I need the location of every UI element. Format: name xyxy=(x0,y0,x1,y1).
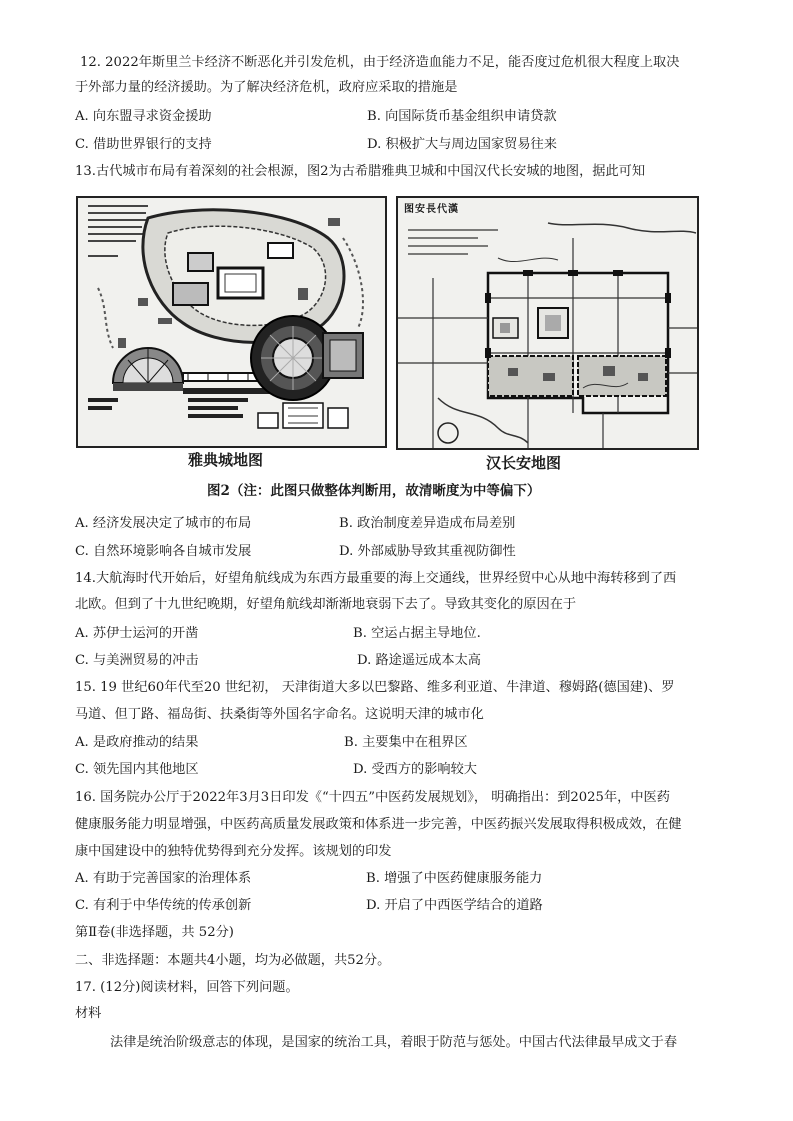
q16-option-c[interactable]: C. 有利于中华传统的传承创新 xyxy=(75,898,252,913)
athens-map-caption: 雅典城地图 xyxy=(188,451,264,469)
athens-map xyxy=(76,196,387,448)
q12-option-b[interactable]: B. 向国际货币基金组织申请贷款 xyxy=(367,109,557,124)
changan-map-drawing xyxy=(398,198,697,448)
q17-stem: 17. (12分)阅读材料，回答下列问题。 xyxy=(75,980,299,995)
q14-option-d[interactable]: D. 路途遥远成本太高 xyxy=(357,653,481,668)
q14-option-a[interactable]: A. 苏伊士运河的开凿 xyxy=(75,626,199,641)
figure-2-caption: 图2（注：此图只做整体判断用，故清晰度为中等偏下） xyxy=(207,483,541,499)
q12-stem-line1: 12. 2022年斯里兰卡经济不断恶化并引发危机，由于经济造血能力不足，能否度过危机很大程度上取决 xyxy=(80,55,680,70)
q12-stem-line2: 于外部力量的经济援助。为了解决经济危机，政府应采取的措施是 xyxy=(75,80,458,95)
changan-map-caption: 汉长安地图 xyxy=(486,454,562,472)
section2-heading: 第Ⅱ卷(非选择题，共 52分) xyxy=(75,925,234,940)
q16-stem-line3: 康中国建设中的独特优势得到充分发挥。该规划的印发 xyxy=(75,844,392,859)
q14-option-b[interactable]: B. 空运占据主导地位. xyxy=(353,626,481,641)
q16-stem-line2: 健康服务能力明显增强，中医药高质量发展政策和体系进一步完善，中医药振兴发展取得积极成效，在健 xyxy=(75,817,682,832)
q16-option-d[interactable]: D. 开启了中西医学结合的道路 xyxy=(366,898,543,913)
q15-option-c[interactable]: C. 领先国内其他地区 xyxy=(75,762,199,777)
q13-option-c[interactable]: C. 自然环境影响各自城市发展 xyxy=(75,544,252,559)
q14-stem-line2: 北欧。但到了十九世纪晚期，好望角航线却渐渐地衰弱下去了。导致其变化的原因在于 xyxy=(75,597,577,612)
athens-map-drawing xyxy=(78,198,385,446)
q13-stem: 13.古代城市布局有着深刻的社会根源，图2为古希腊雅典卫城和中国汉代长安城的地图，据此可知 xyxy=(75,164,646,179)
q16-option-b[interactable]: B. 增强了中医药健康服务能力 xyxy=(366,871,543,886)
q13-option-a[interactable]: A. 经济发展决定了城市的布局 xyxy=(75,516,252,531)
q15-option-a[interactable]: A. 是政府推动的结果 xyxy=(75,735,199,750)
q12-option-c[interactable]: C. 借助世界银行的支持 xyxy=(75,137,212,152)
q13-option-b[interactable]: B. 政治制度差异造成布局差别 xyxy=(339,516,516,531)
q16-option-a[interactable]: A. 有助于完善国家的治理体系 xyxy=(75,871,252,886)
q12-option-d[interactable]: D. 积极扩大与周边国家贸易往来 xyxy=(367,137,557,152)
q15-option-d[interactable]: D. 受西方的影响较大 xyxy=(353,762,477,777)
changan-map-title: 图安長代漢 xyxy=(404,204,459,215)
changan-map xyxy=(396,196,699,450)
q12-option-a[interactable]: A. 向东盟寻求资金援助 xyxy=(75,109,212,124)
q13-option-d[interactable]: D. 外部威胁导致其重视防御性 xyxy=(339,544,516,559)
q14-stem-line1: 14.大航海时代开始后，好望角航线成为东西方最重要的海上交通线，世界经贸中心从地中海转移到了西 xyxy=(75,571,677,586)
section2-instruction: 二、非选择题：本题共4小题，均为必做题，共52分。 xyxy=(75,953,391,968)
material-label: 材料 xyxy=(75,1006,102,1021)
q15-stem-line2: 马道、但丁路、福岛街、扶桑街等外国名字命名。这说明天津的城市化 xyxy=(75,707,484,722)
q15-option-b[interactable]: B. 主要集中在租界区 xyxy=(344,735,468,750)
q16-stem-line1: 16. 国务院办公厅于2022年3月3日印发《“十四五”中医药发展规划》， 明确指出：到2025年，中医药 xyxy=(75,790,670,805)
material-text: 法律是统治阶级意志的体现，是国家的统治工具，着眼于防范与惩处。中国古代法律最早成文于春 xyxy=(110,1035,678,1050)
q14-option-c[interactable]: C. 与美洲贸易的冲击 xyxy=(75,653,199,668)
q15-stem-line1: 15. 19 世纪60年代至20 世纪初， 天津街道大多以巴黎路、维多利亚道、牛津道、穆姆路(德国建)、罗 xyxy=(75,680,675,695)
